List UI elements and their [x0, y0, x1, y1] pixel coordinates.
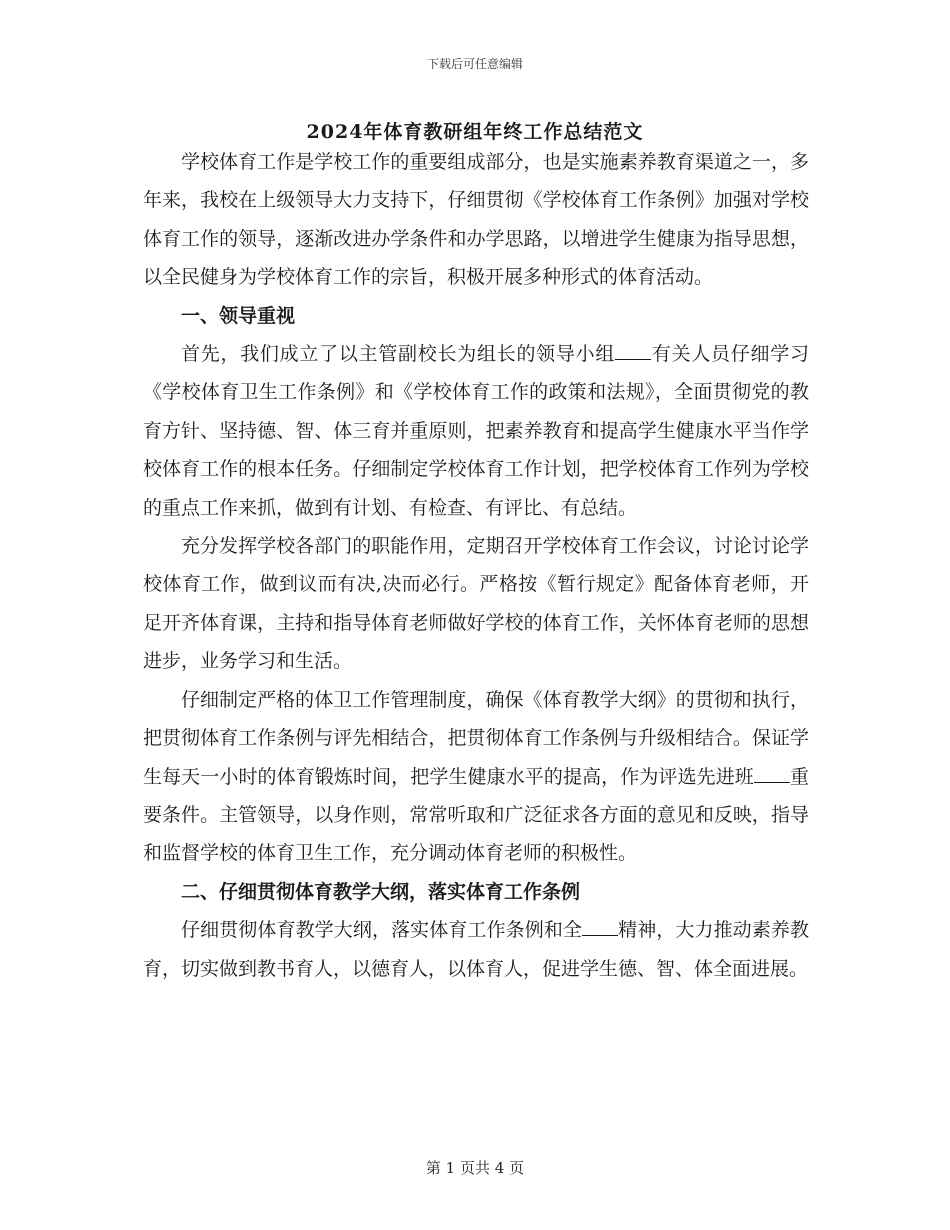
document-title: 2024年体育教研组年终工作总结范文: [306, 121, 644, 143]
page-footer: 第 1 页共 4 页: [425, 1159, 525, 1177]
intro-paragraph: 学校体育工作是学校工作的重要组成部分，也是实施素养教育渠道之一，多年来，我校在上级领导大力支持下，仔细贯彻《学校体育工作条例》加强对学校体育工作的领导，逐渐改进办学条件和办学思路，以增进学生健康为指导思想，以全民健身为学校体育工作的宗旨，积极开展多种形式的体育活动。: [143, 151, 809, 289]
page-header: 下载后可任意编辑: [426, 57, 523, 71]
document-body: [143, 143, 809, 988]
paragraph: 充分发挥学校各部门的职能作用，定期召开学校体育工作会议，讨论讨论学校体育工作，做到议而有决,决而必行。严格按《暂行规定》配备体育老师，开足开齐体育课，主持和指导体育老师做好学校的体育工作，关怀体育老师的思想进步，业务学习和生活。: [143, 535, 809, 673]
text-run: 仔细贯彻体育教学大纲，落实体育工作条例和全: [181, 919, 583, 942]
section-heading-2: 二、仔细贯彻体育教学大纲，落实体育工作条例: [181, 880, 581, 903]
paragraph: [143, 911, 809, 988]
blank-line: [754, 763, 790, 783]
section-heading-1: 一、领导重视: [181, 304, 296, 327]
paragraph: [143, 681, 809, 873]
text-run: 仔细制定严格的体卫工作管理制度，确保《体育教学大纲》的贯彻和执行，把贯彻体育工作条例与评先相结合，把贯彻体育工作条例与升级相结合。保证学生每天一小时的体育锻炼时间，把学生健康水平的提高，作为评选先进班: [143, 688, 809, 788]
blank-line: [615, 340, 651, 360]
text-run: 有关人员仔细学习《学校体育卫生工作条例》和《学校体育工作的政策和法规》，全面贯彻党的教育方针、坚持德、智、体三育并重原则，把素养教育和提高学生健康水平当作学校体育工作的根本任务。仔细制定学校体育工作计划，把学校体育工作列为学校的重点工作来抓，做到有计划、有检查、有评比、有总结。: [143, 343, 809, 519]
text-run: 首先，我们成立了以主管副校长为组长的领导小组: [181, 343, 616, 366]
text-run: 重要条件。主管领导，以身作则，常常听取和广泛征求各方面的意见和反映，指导和监督学校的体育卫生工作，充分调动体育老师的积极性。: [143, 765, 809, 865]
text-run: 精神，大力推动素养教育，切实做到教书育人，以德育人，以体育人，促进学生德、智、体全面进展。: [143, 919, 809, 980]
blank-line: [582, 916, 618, 936]
paragraph: [143, 335, 809, 527]
